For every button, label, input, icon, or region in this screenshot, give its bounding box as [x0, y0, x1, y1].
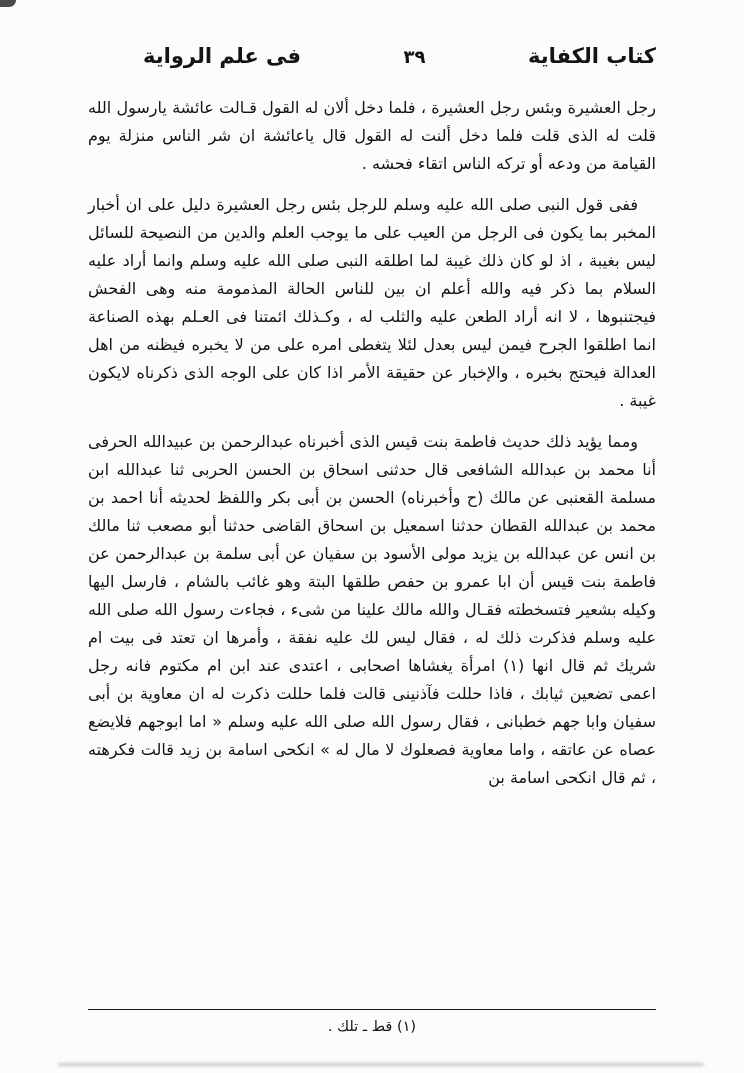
page-footer [88, 1009, 656, 1035]
section-title: فى علم الرواية [143, 44, 302, 68]
scan-artifact-bottom-edge [58, 1063, 704, 1066]
page-body [88, 94, 656, 792]
scan-artifact-corner [0, 0, 16, 7]
footnote: (١) قط ـ تلك . [327, 1019, 417, 1035]
footnote-divider [88, 1009, 656, 1010]
page-number: ٣٩ [403, 47, 426, 68]
page-header [88, 44, 656, 68]
paragraph-commentary: ففى قول النبى صلى الله عليه وسلم للرجل بئس رجل العشيرة دليل على ان أخبار المخبر بما يكون فى الرجل من العيب على ما يوجب العلم والدين من النصيحة للسائل ليس بغيبة ، اذ لو كان ذلك غيبة لما اطلقه النبى صلى الله عليه وسلم وانما أراد عليه السلام بما ذكر فيه والله أعلم ان بين للناس الحالة المذمومة منه وهى الفحش فيجتنبوها ، لا انه أراد الطعن عليه والثلب له ، وكـذلك ائمتنا فى العـلم بهذه الصناعة انما اطلقوا الجرح فيمن ليس بعدل لئلا يتغطى امره على من لا يخبره فيظنه من اهل العدالة فيحتج بخبره ، والإخبار عن حقيقة الأمر اذا كان على الوجه الذى ذكرناه لايكون غيبة . [88, 195, 656, 410]
book-title: كتاب الكفاية [528, 44, 656, 68]
paragraph-hadith-continuation: رجل العشيرة وبئس رجل العشيرة ، فلما دخل ألان له القول قـالت عائشة يارسول الله قلت له الذى قلت فلما دخل ألنت له القول قال ياعائشة ان شر الناس منزلة يوم القيامة من ودعه أو تركه الناس اتقاء فحشه . [88, 98, 656, 173]
paragraph-fatima-bint-qays-hadith: ومما يؤيد ذلك حديث فاطمة بنت قيس الذى أخبرناه عبدالرحمن بن عبيدالله الحرفى أنا محمد بن عبدالله الشافعى قال حدثنى اسحاق بن الحسن الحربى ثنا عبدالله ابن مسلمة القعنبى عن مالك (ح وأخبرناه) الحسن بن أبى بكر واللفظ لحديثه أنا احمد بن محمد بن عبدالله القطان حدثنا اسمعيل بن اسحاق القاضى حدثنا أبو مصعب ثنا مالك بن انس عن عبدالله بن يزيد مولى الأسود بن سفيان عن أبى سلمة بن عبدالرحمن عن فاطمة بنت قيس أن ابا عمرو بن حفص طلقها البتة وهو غائب بالشام ، فارسل اليها وكيله بشعير فتسخطته فقـال والله مالك علينا من شىء ، فجاءت رسول الله صلى الله عليه وسلم فذكرت ذلك له ، فقال ليس لك عليه نفقة ، وأمرها ان تعتد فى بيت ام شريك ثم قال انها (١) امرأة يغشاها اصحابى ، اعتدى عند ابن ام مكتوم فانه رجل اعمى تضعين ثيابك ، فاذا حللت فآذنينى قالت فلما حللت ذكرت له ان معاوية بن أبى سفيان وابا جهم خطبانى ، فقال رسول الله صلى الله عليه وسلم « اما ابوجهم فلايضع عصاه عن عاتقه ، واما معاوية فصعلوك لا مال له » انكحى اسامة بن زيد قالت فكرهته ، ثم قال انكحى اسامة بن [88, 432, 657, 787]
